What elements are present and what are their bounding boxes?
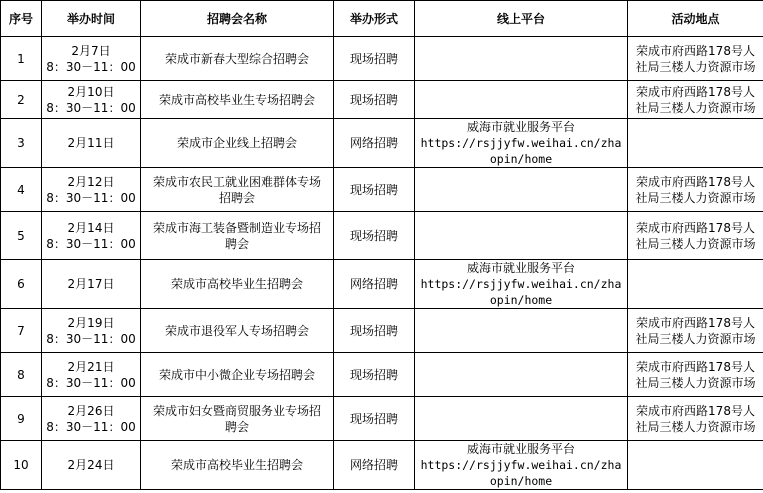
platform-name: 威海市就业服务平台 <box>466 120 575 134</box>
cell-time <box>42 353 141 397</box>
platform-name: 威海市就业服务平台 <box>466 261 575 275</box>
cell-time <box>42 441 141 490</box>
platform-url-line[interactable]: https://rsjjyfw.weihai.cn/zha <box>420 458 622 472</box>
table-row <box>1 353 763 397</box>
fair-name-line: 荣成市农民工就业困难群体专场 <box>152 174 321 189</box>
cell-fair-name <box>141 212 334 260</box>
cell-online-platform <box>415 260 628 309</box>
location-line: 荣成市府西路178号人 <box>636 315 755 330</box>
cell-time <box>42 212 141 260</box>
cell-online-platform <box>415 309 628 353</box>
cell-no: 10 <box>1 441 42 490</box>
cell-time <box>42 397 141 441</box>
cell-form: 现场招聘 <box>334 37 415 81</box>
header-form: 举办形式 <box>334 1 415 37</box>
cell-time <box>42 119 141 168</box>
fair-name-line: 荣成市中小微企业专场招聘会 <box>158 367 315 382</box>
platform-url-line[interactable]: opin/home <box>489 474 553 488</box>
cell-no: 7 <box>1 309 42 353</box>
platform-url-line[interactable]: https://rsjjyfw.weihai.cn/zha <box>420 277 622 291</box>
table-row <box>1 309 763 353</box>
cell-online-platform <box>415 81 628 119</box>
cell-date-text: 2月10日 <box>67 84 115 99</box>
fair-name-line: 荣成市高校毕业生招聘会 <box>170 277 303 291</box>
table-row <box>1 81 763 119</box>
cell-no: 4 <box>1 168 42 212</box>
cell-form: 现场招聘 <box>334 81 415 119</box>
table-row <box>1 119 763 168</box>
location-line: 社局三楼人力资源市场 <box>635 375 756 390</box>
cell-time-text: 8：30－11：00 <box>46 375 136 390</box>
cell-no: 8 <box>1 353 42 397</box>
cell-online-platform <box>415 168 628 212</box>
fair-name-line: 荣成市高校毕业生招聘会 <box>170 458 303 472</box>
header-location: 活动地点 <box>628 1 763 37</box>
fair-name-line: 聘会 <box>224 236 249 251</box>
platform-url-line[interactable]: opin/home <box>489 293 553 307</box>
fair-name-line: 招聘会 <box>218 190 255 205</box>
cell-fair-name <box>141 397 334 441</box>
platform-name: 威海市就业服务平台 <box>466 442 575 456</box>
location-line: 社局三楼人力资源市场 <box>635 331 756 346</box>
cell-online-platform <box>415 212 628 260</box>
cell-form: 网络招聘 <box>334 441 415 490</box>
fair-name-line: 荣成市高校毕业生专场招聘会 <box>158 92 315 107</box>
cell-online-platform <box>415 353 628 397</box>
location-line: 社局三楼人力资源市场 <box>635 59 756 74</box>
cell-form: 现场招聘 <box>334 353 415 397</box>
table-row <box>1 397 763 441</box>
cell-time-text: 8：30－11：00 <box>46 419 136 434</box>
table-row <box>1 212 763 260</box>
location-line: 荣成市府西路178号人 <box>636 220 755 235</box>
cell-date-text: 2月17日 <box>67 277 115 291</box>
cell-fair-name <box>141 168 334 212</box>
cell-time <box>42 37 141 81</box>
cell-no: 9 <box>1 397 42 441</box>
cell-fair-name <box>141 81 334 119</box>
location-line: 社局三楼人力资源市场 <box>635 236 756 251</box>
cell-time-text: 8：30－11：00 <box>46 100 136 115</box>
cell-fair-name <box>141 119 334 168</box>
cell-time-text: 8：30－11：00 <box>46 331 136 346</box>
table-body <box>1 37 763 490</box>
fair-name-line: 聘会 <box>224 419 249 434</box>
cell-location <box>628 353 763 397</box>
header-no: 序号 <box>1 1 42 37</box>
location-line: 荣成市府西路178号人 <box>636 403 755 418</box>
cell-fair-name <box>141 260 334 309</box>
fair-name-line: 荣成市企业线上招聘会 <box>176 136 297 150</box>
platform-url-line[interactable]: opin/home <box>489 152 553 166</box>
cell-no: 1 <box>1 37 42 81</box>
cell-no: 2 <box>1 81 42 119</box>
cell-location <box>628 260 763 309</box>
cell-form: 现场招聘 <box>334 397 415 441</box>
platform-url-line[interactable]: https://rsjjyfw.weihai.cn/zha <box>420 136 622 150</box>
location-line: 社局三楼人力资源市场 <box>635 100 756 115</box>
header-row <box>1 1 763 37</box>
fair-name-line: 荣成市妇女暨商贸服务业专场招 <box>152 403 321 418</box>
cell-time-text: 8：30－11：00 <box>46 59 136 74</box>
cell-date-text: 2月14日 <box>67 220 115 235</box>
cell-time-text: 8：30－11：00 <box>46 190 136 205</box>
cell-time <box>42 81 141 119</box>
cell-fair-name <box>141 37 334 81</box>
table-row <box>1 37 763 81</box>
table-row <box>1 441 763 490</box>
cell-no: 6 <box>1 260 42 309</box>
location-line: 荣成市府西路178号人 <box>636 359 755 374</box>
cell-date-text: 2月12日 <box>67 174 115 189</box>
location-line: 荣成市府西路178号人 <box>636 174 755 189</box>
cell-fair-name <box>141 309 334 353</box>
cell-fair-name <box>141 353 334 397</box>
fair-name-line: 荣成市新春大型综合招聘会 <box>164 51 309 66</box>
cell-time <box>42 309 141 353</box>
cell-no: 5 <box>1 212 42 260</box>
cell-form: 网络招聘 <box>334 119 415 168</box>
cell-form: 网络招聘 <box>334 260 415 309</box>
header-time: 举办时间 <box>42 1 141 37</box>
cell-no: 3 <box>1 119 42 168</box>
location-line: 社局三楼人力资源市场 <box>635 419 756 434</box>
cell-online-platform <box>415 397 628 441</box>
cell-location <box>628 309 763 353</box>
cell-location <box>628 212 763 260</box>
cell-date-text: 2月11日 <box>67 136 115 150</box>
location-line: 社局三楼人力资源市场 <box>635 190 756 205</box>
table-row <box>1 260 763 309</box>
cell-online-platform <box>415 119 628 168</box>
header-online-platform: 线上平台 <box>415 1 628 37</box>
location-line: 荣成市府西路178号人 <box>636 43 755 58</box>
cell-location <box>628 37 763 81</box>
table-row <box>1 168 763 212</box>
cell-date-text: 2月19日 <box>67 315 115 330</box>
location-line: 荣成市府西路178号人 <box>636 84 755 99</box>
cell-location <box>628 441 763 490</box>
fair-name-line: 荣成市海工装备暨制造业专场招 <box>152 220 321 235</box>
cell-date-text: 2月26日 <box>67 403 115 418</box>
header-fair-name: 招聘会名称 <box>141 1 334 37</box>
cell-date-text: 2月7日 <box>71 43 111 58</box>
fair-name-line: 荣成市退役军人专场招聘会 <box>164 323 309 338</box>
cell-form: 现场招聘 <box>334 309 415 353</box>
cell-date-text: 2月24日 <box>67 458 115 472</box>
cell-time <box>42 168 141 212</box>
cell-date-text: 2月21日 <box>67 359 115 374</box>
cell-form: 现场招聘 <box>334 168 415 212</box>
cell-online-platform <box>415 37 628 81</box>
cell-location <box>628 397 763 441</box>
cell-location <box>628 81 763 119</box>
cell-online-platform <box>415 441 628 490</box>
cell-fair-name <box>141 441 334 490</box>
cell-form: 现场招聘 <box>334 212 415 260</box>
cell-time-text: 8：30－11：00 <box>46 236 136 251</box>
cell-location <box>628 168 763 212</box>
cell-time <box>42 260 141 309</box>
cell-location <box>628 119 763 168</box>
